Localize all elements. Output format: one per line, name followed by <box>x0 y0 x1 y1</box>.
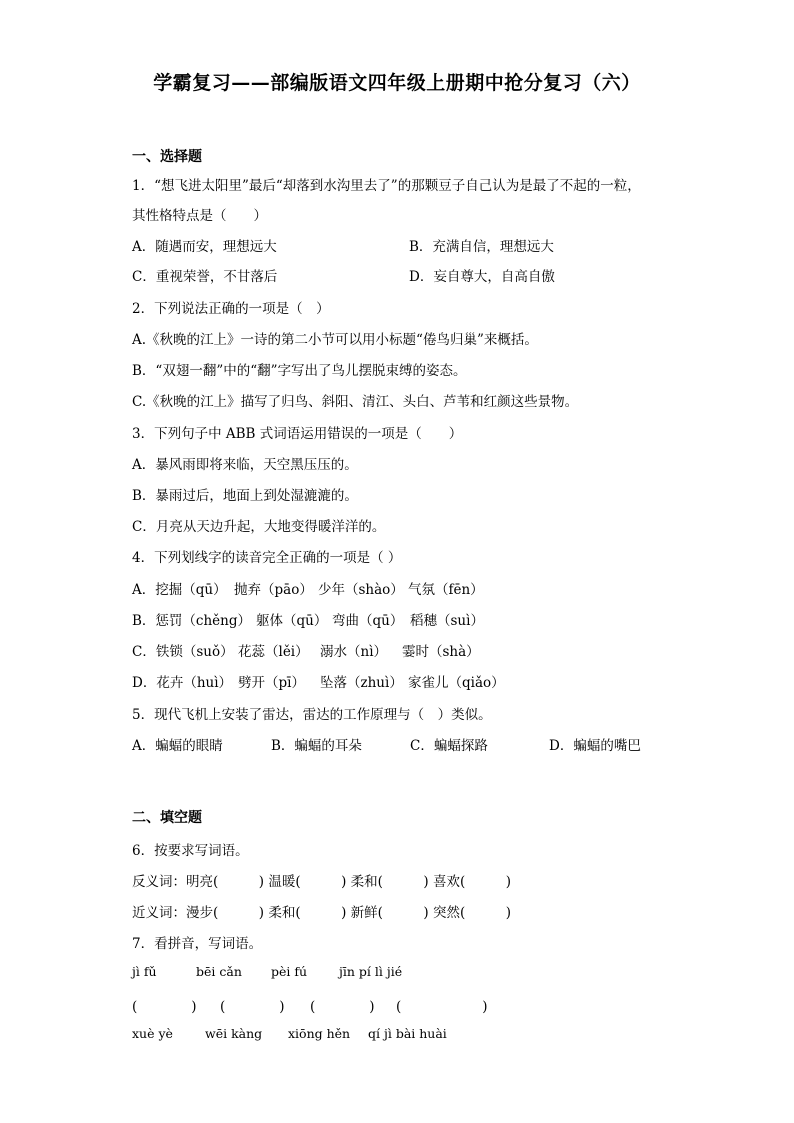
q7-pinyin-2: bēi cǎn <box>196 964 242 979</box>
q2-option-a: A.《秋晚的江上》一诗的第二小节可以用小标题“倦鸟归巢”来概括。 <box>132 332 538 348</box>
q4-b-word3: 弯曲（qū） <box>332 613 404 629</box>
q6-stem: 6．按要求写词语。 <box>132 843 249 859</box>
q4-a-word3: 少年（shào） <box>318 582 404 598</box>
q4-stem: 4．下列划线字的读音完全正确的一项是（ ） <box>132 550 402 566</box>
q1-option-d: D．妄自尊大，自高自傲 <box>409 269 555 285</box>
q4-b-word2: 躯体（qū） <box>256 613 328 629</box>
q4-c-word4: 霎时（shà） <box>402 644 480 660</box>
q4-c-word3: 溺水（nì） <box>320 644 388 660</box>
q2-option-b: B．“双翅一翻”中的“翻”字写出了鸟儿摆脱束缚的姿态。 <box>132 363 467 379</box>
q1-stem-line1: 1．“想飞进太阳里”最后“却落到水沟里去了”的那颗豆子自己认为是最了不起的一粒， <box>132 178 641 194</box>
q6-synonyms: 近义词：漫步( ) 柔和( ) 新鲜( ) 突然( ) <box>132 905 512 921</box>
q5-stem: 5．现代飞机上安装了雷达，雷达的工作原理与（ ）类似。 <box>132 707 492 723</box>
q5-option-c: C．蝙蝠探路 <box>410 738 488 754</box>
section-fill-heading: 二、填空题 <box>132 810 202 826</box>
q4-d-word4: 家雀儿（qiǎo） <box>408 675 505 691</box>
q1-stem-line2: 其性格特点是（ ） <box>132 208 267 224</box>
q7-blank-3[interactable]: ( ) <box>310 999 375 1015</box>
q4-c-word1: C．铁锁（suǒ） <box>132 644 234 660</box>
q4-d-word2: 劈开（pī） <box>238 675 305 691</box>
q3-option-c: C．月亮从天边升起，大地变得暖洋洋的。 <box>132 519 386 535</box>
q4-a-word2: 抛弃（pāo） <box>234 582 313 598</box>
q4-d-word3: 坠落（zhuì） <box>320 675 403 691</box>
q7-pinyin-6: wēi kàng <box>205 1026 263 1041</box>
q7-pinyin-4: jīn pí lì jié <box>339 964 403 979</box>
q7-pinyin-5: xuè yè <box>132 1026 173 1041</box>
q4-c-word2: 花蕊（lěi） <box>238 644 309 660</box>
q5-option-a: A．蝙蝠的眼睛 <box>132 738 223 754</box>
q7-pinyin-1: jì fǔ <box>132 964 157 979</box>
q7-stem: 7．看拼音，写词语。 <box>132 936 263 952</box>
q7-pinyin-3: pèi fú <box>271 964 308 979</box>
q4-b-word1: B．惩罚（chěng） <box>132 613 252 629</box>
q5-option-b: B．蝙蝠的耳朵 <box>271 738 362 754</box>
q1-option-b: B．充满自信，理想远大 <box>409 239 554 255</box>
q7-blank-4[interactable]: ( ) <box>396 999 488 1015</box>
q6-antonyms: 反义词：明亮( ) 温暖( ) 柔和( ) 喜欢( ) <box>132 874 512 890</box>
q5-option-d: D．蝙蝠的嘴巴 <box>549 738 641 754</box>
q4-d-word1: D．花卉（huì） <box>132 675 233 691</box>
q3-stem: 3．下列句子中 ABB 式词语运用错误的一项是（ ） <box>132 426 463 442</box>
q3-option-a: A．暴风雨即将来临，天空黑压压的。 <box>132 457 358 473</box>
q7-blank-2[interactable]: ( ) <box>220 999 285 1015</box>
q1-option-a: A．随遇而安，理想远大 <box>132 239 277 255</box>
q4-b-word4: 稻穗（suì） <box>410 613 484 629</box>
q4-a-word1: A．挖掘（qū） <box>132 582 227 598</box>
q7-blank-1[interactable]: ( ) <box>132 999 197 1015</box>
page-title: 学霸复习——部编版语文四年级上册期中抢分复习（六） <box>153 72 641 94</box>
q2-option-c: C.《秋晚的江上》描写了归鸟、斜阳、清江、头白、芦苇和红颜这些景物。 <box>132 394 579 410</box>
q3-option-b: B．暴雨过后，地面上到处湿漉漉的。 <box>132 488 358 504</box>
q7-pinyin-8: qí jì bài huài <box>368 1026 447 1041</box>
q4-a-word4: 气氛（fēn） <box>408 582 484 598</box>
q7-pinyin-7: xiōng hěn <box>288 1026 351 1041</box>
q2-stem: 2．下列说法正确的一项是（ ） <box>132 301 330 317</box>
section-choice-heading: 一、选择题 <box>132 149 202 165</box>
q1-option-c: C．重视荣誉，不甘落后 <box>132 269 278 285</box>
